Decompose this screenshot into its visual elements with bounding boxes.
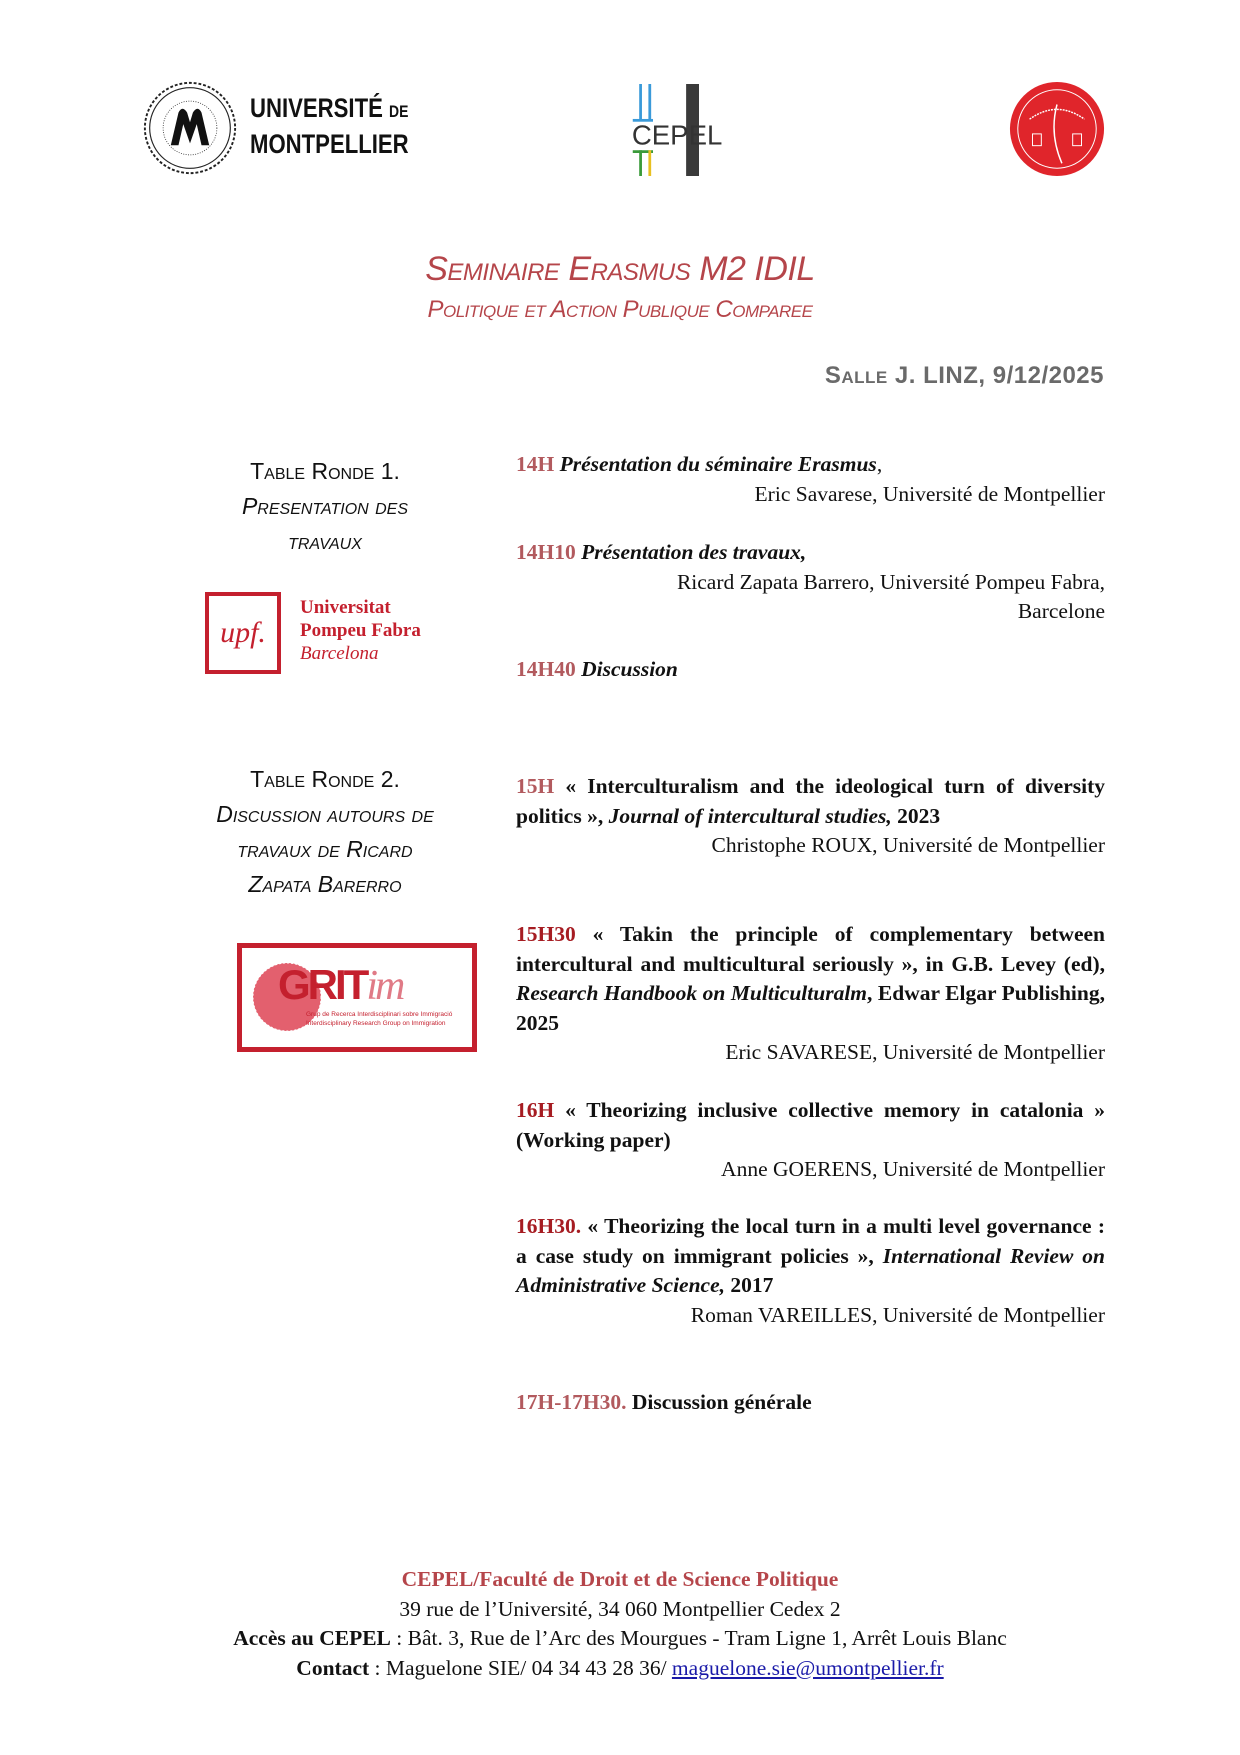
university-montpellier-seal-logo bbox=[142, 80, 238, 176]
logo-text-suffix: DE bbox=[389, 102, 409, 121]
table-ronde-2-heading: Table Ronde 2. bbox=[250, 766, 400, 792]
footer-contact-text: : Maguelone SIE/ 04 34 43 28 36/ bbox=[369, 1655, 672, 1680]
session-speaker: Anne GOERENS, Université de Montpellier bbox=[721, 1157, 1105, 1181]
session-title: Présentation des travaux, bbox=[581, 540, 807, 564]
session-publisher: , Edwar Elgar Publishing, 2025 bbox=[516, 981, 1105, 1035]
session-time: 15H bbox=[516, 774, 555, 798]
table-ronde-1-heading: Table Ronde 1. bbox=[250, 458, 400, 484]
session-speaker-city: Barcelone bbox=[1017, 599, 1105, 623]
footer-access bbox=[0, 1624, 1240, 1654]
table-ronde-2-heading-block bbox=[160, 762, 490, 902]
gritim-line1: Grup de Recerca Interdisciplinari sobre Immigració bbox=[306, 1011, 453, 1018]
session-time: 16H bbox=[516, 1098, 555, 1122]
session-speaker: Christophe ROUX, Université de Montpellier bbox=[711, 833, 1105, 857]
session-speaker: Eric SAVARESE, Université de Montpellier bbox=[725, 1040, 1105, 1064]
gritim-logo bbox=[237, 943, 477, 1052]
session-17h bbox=[516, 1388, 1105, 1418]
footer-contact bbox=[0, 1654, 1240, 1684]
session-title: « Theorizing the local turn in a multi level governance : a case study on immigrant policies », bbox=[516, 1214, 1105, 1268]
session-15h30 bbox=[516, 920, 1105, 1068]
session-book: Research Handbook on Multiculturalm bbox=[516, 981, 868, 1005]
session-title: Discussion bbox=[581, 657, 678, 681]
session-14h bbox=[516, 450, 1105, 509]
session-time: 14H40 bbox=[516, 657, 576, 681]
upf-logo-line2: Pompeu Fabra bbox=[300, 620, 421, 641]
table-ronde-1-subtitle-line: travaux bbox=[288, 528, 362, 554]
gritim-line2: Interdisciplinary Research Group on Immigration bbox=[306, 1020, 446, 1027]
upf-logo-line1: Universitat bbox=[300, 597, 391, 618]
upf-logo-line3: Barcelona bbox=[300, 643, 379, 664]
session-14h10 bbox=[516, 538, 1105, 627]
session-time: 14H10 bbox=[516, 540, 576, 564]
session-title: Présentation du séminaire Erasmus bbox=[559, 452, 877, 476]
upf-logo-mark: upf. bbox=[220, 616, 266, 649]
session-16h bbox=[516, 1096, 1105, 1185]
session-journal: International Review on Administrative Science, bbox=[516, 1243, 1105, 1297]
footer-email-link[interactable]: maguelone.sie@umontpellier.fr bbox=[671, 1655, 944, 1680]
table-ronde-1-subtitle-line: Presentation des bbox=[241, 493, 409, 519]
page-title: Seminaire Erasmus M2 IDIL bbox=[425, 250, 815, 288]
session-journal: Journal of intercultural studies, bbox=[608, 803, 892, 828]
session-speaker: Ricard Zapata Barrero, Université Pompeu Fabra, bbox=[676, 569, 1105, 594]
session-time: 17H-17H30. bbox=[516, 1390, 627, 1414]
university-montpellier-wordmark bbox=[250, 92, 409, 160]
cepel-logo bbox=[628, 84, 724, 176]
cepel-logo-text: CEPEL bbox=[631, 119, 723, 151]
footer-org: CEPEL/Faculté de Droit et de Science Politique bbox=[401, 1567, 839, 1591]
session-speaker: Roman VAREILLES, Université de Montpellier bbox=[690, 1302, 1105, 1327]
session-15h bbox=[516, 772, 1105, 861]
table-ronde-1-heading-block bbox=[160, 454, 490, 559]
session-title: « Takin the principle of complementary between intercultural and multicultural seriously », in G.B. Levey (ed), bbox=[516, 922, 1106, 976]
session-time: 16H30. bbox=[516, 1214, 582, 1238]
table-ronde-2-subtitle-line: Discussion autours de bbox=[216, 801, 434, 827]
gritim-mark-bold: GRIT bbox=[278, 961, 367, 1008]
location-date: Salle J. LINZ, 9/12/2025 bbox=[824, 362, 1104, 389]
session-speaker: Eric Savarese, Université de Montpellier bbox=[754, 481, 1105, 506]
logo-text-line2: MONTPELLIER bbox=[250, 129, 409, 159]
footer-access-text: : Bât. 3, Rue de l’Arc des Mourgues - Tram Ligne 1, Arrêt Louis Blanc bbox=[390, 1626, 1007, 1650]
footer bbox=[0, 1565, 1240, 1683]
footer-contact-label: Contact bbox=[296, 1655, 370, 1680]
session-title-suffix: , bbox=[876, 452, 883, 476]
session-year: 2023 bbox=[897, 803, 941, 828]
page-subtitle: Politique et Action Publique Comparee bbox=[427, 296, 813, 323]
session-title: « Theorizing inclusive collective memory in catalonia » (Working paper) bbox=[516, 1098, 1106, 1152]
session-14h40 bbox=[516, 655, 1105, 685]
session-16h30 bbox=[516, 1212, 1105, 1330]
session-year: 2017 bbox=[730, 1273, 774, 1297]
faculty-seal-logo bbox=[1008, 80, 1106, 178]
session-title: Discussion générale bbox=[631, 1390, 812, 1414]
upf-logo bbox=[205, 592, 450, 674]
session-title: « Interculturalism and the ideological turn of diversity politics », bbox=[516, 774, 1106, 828]
table-ronde-2-subtitle-line: travaux de Ricard bbox=[237, 836, 413, 862]
table-ronde-2-subtitle-line: Zapata Barerro bbox=[248, 871, 402, 897]
logo-text-line1: UNIVERSITÉ bbox=[250, 93, 383, 123]
session-time: 14H bbox=[516, 452, 555, 476]
footer-address: 39 rue de l’Université, 34 060 Montpellier Cedex 2 bbox=[399, 1596, 841, 1621]
session-time: 15H30 bbox=[516, 922, 576, 946]
gritim-mark-italic: im bbox=[366, 963, 403, 1009]
footer-access-label: Accès au CEPEL bbox=[233, 1626, 391, 1650]
